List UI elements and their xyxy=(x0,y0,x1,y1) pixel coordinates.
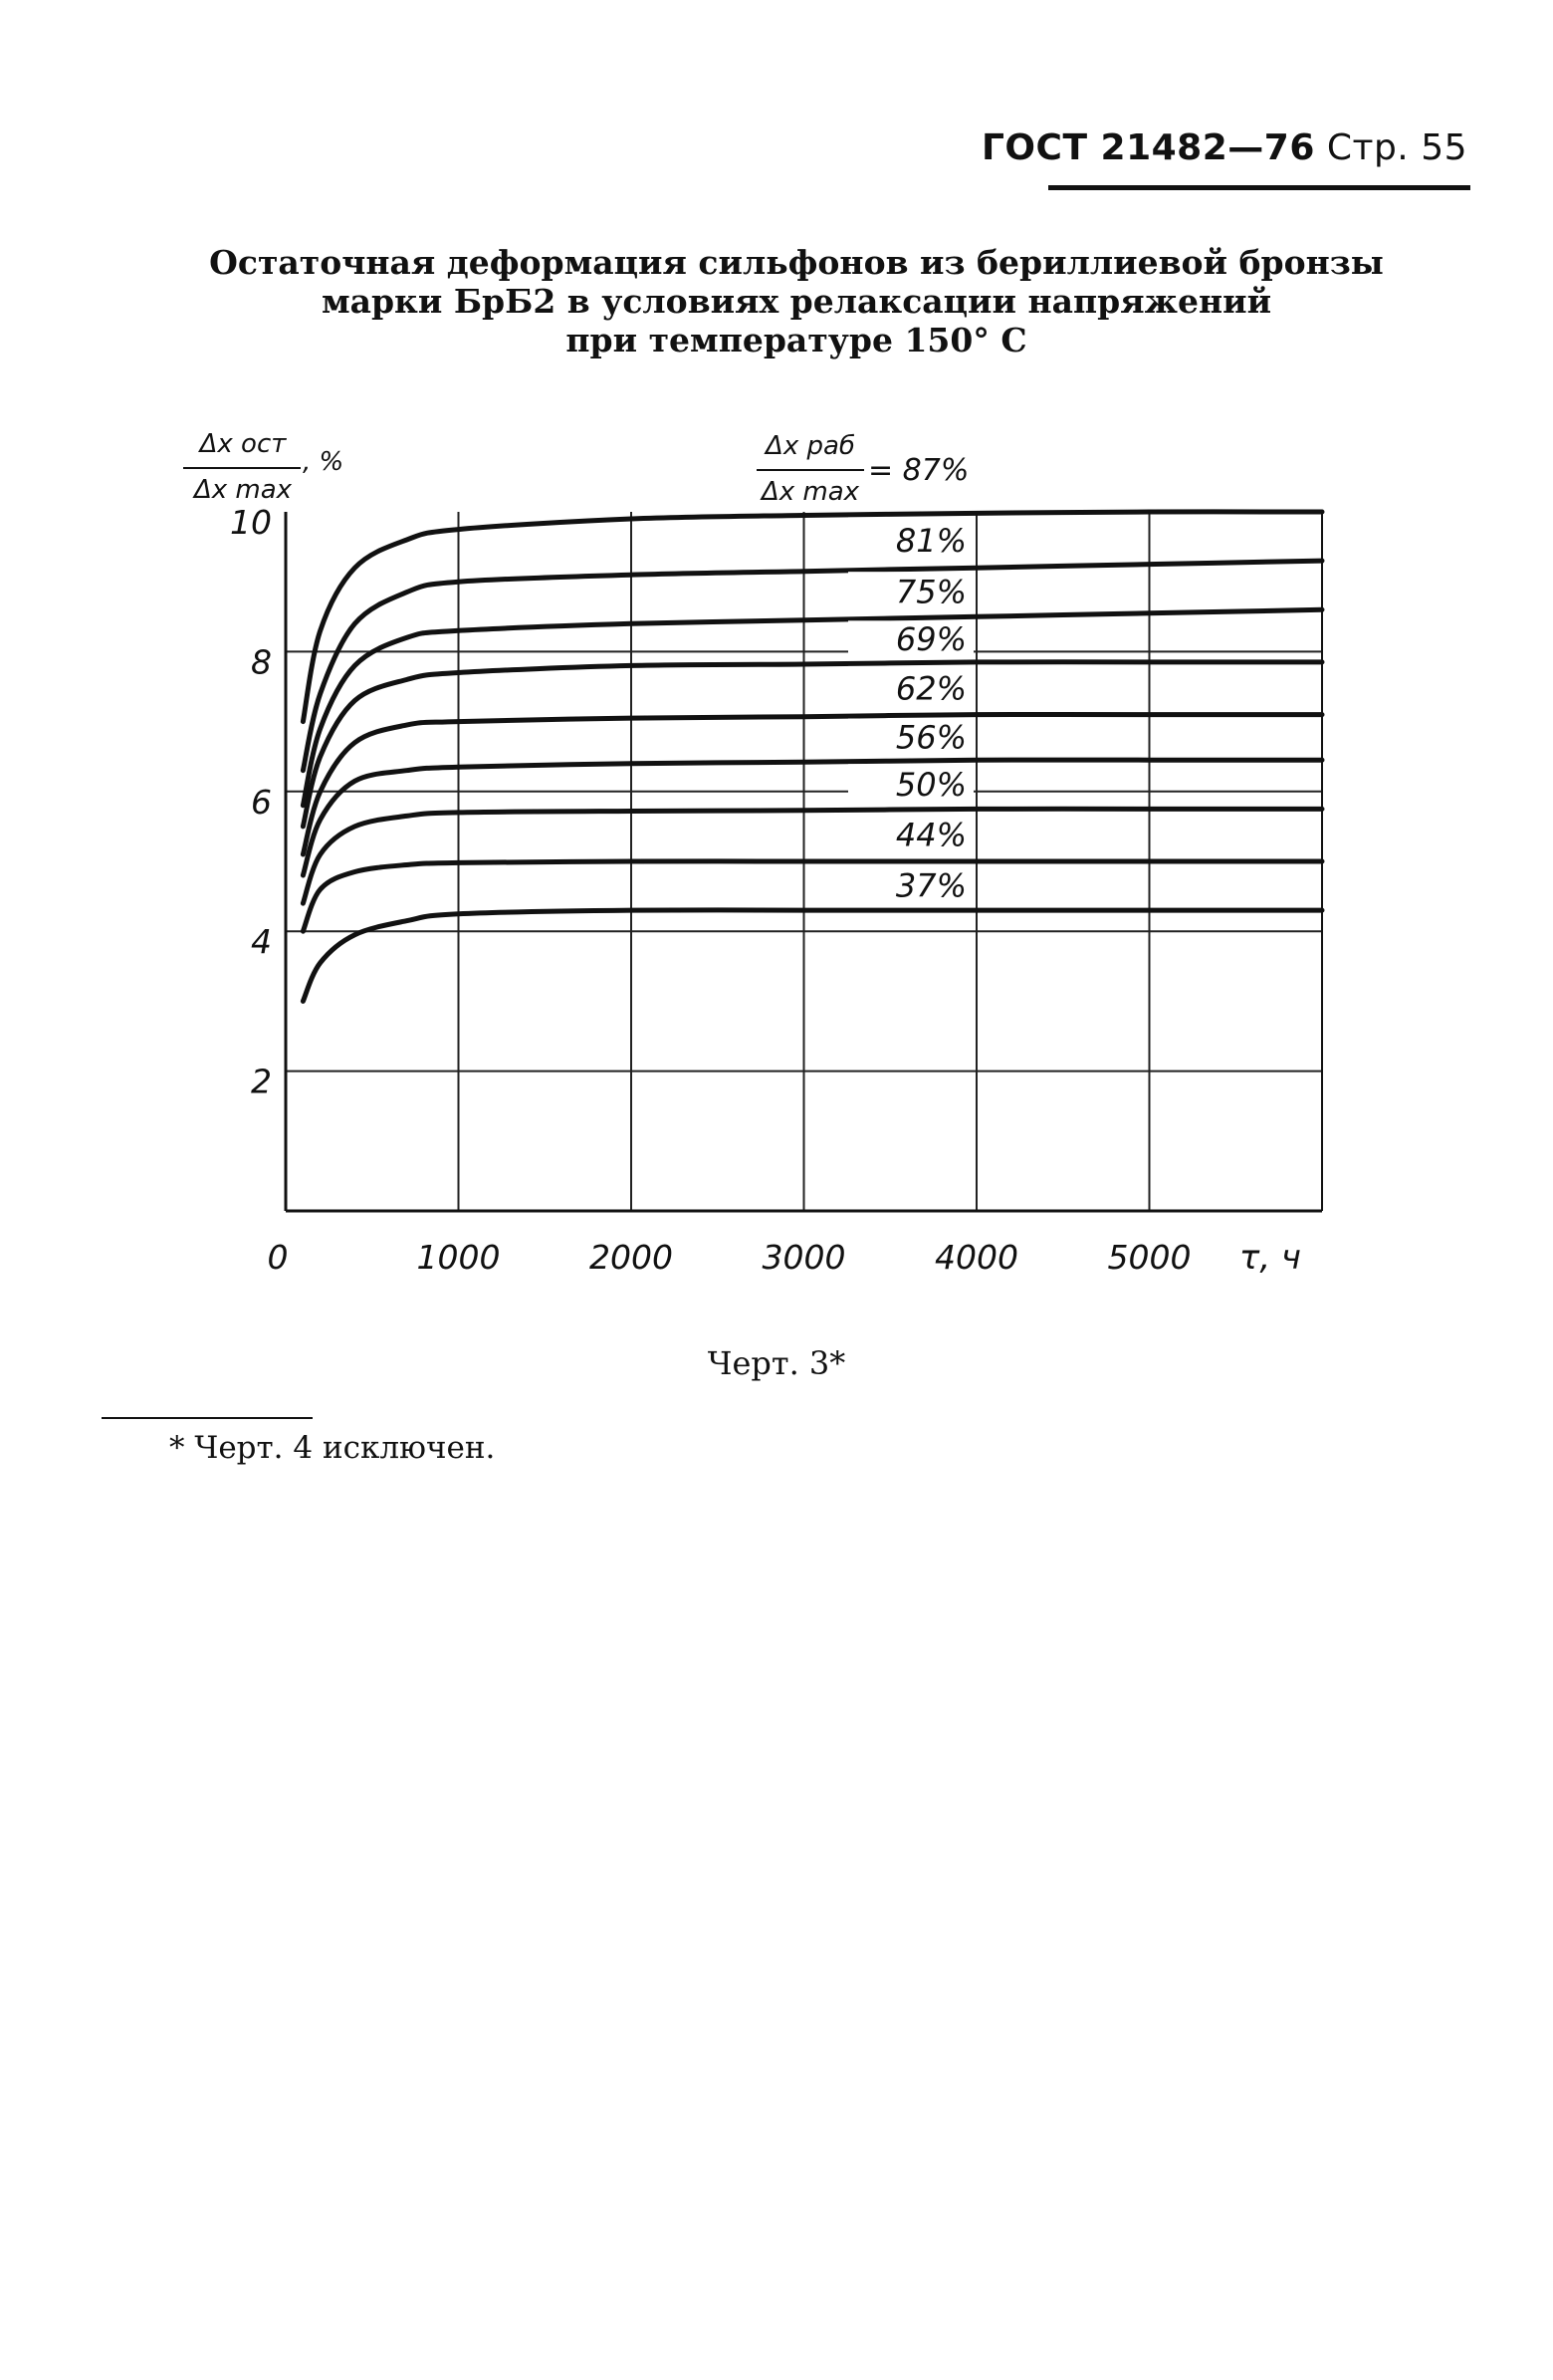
footnote-rule xyxy=(102,1417,313,1419)
series-line-3 xyxy=(303,662,1322,827)
chart-labels xyxy=(848,517,974,906)
series-line-0 xyxy=(303,512,1322,722)
series-line-8 xyxy=(303,910,1322,1002)
y-axis-title-numerator: Δx ост xyxy=(199,429,287,459)
y-axis-title-denominator: Δx max xyxy=(193,475,293,505)
title-line-1: Остаточная деформация сильфонов из бериллиевой бронзы xyxy=(209,243,1384,282)
curve-label-4: 56% xyxy=(895,718,967,757)
x-tick-label-4: 4000 xyxy=(935,1238,1018,1277)
x-tick-label-0: 0 xyxy=(267,1238,289,1277)
series-line-7 xyxy=(303,861,1322,931)
legend-numerator: Δx раб xyxy=(766,431,855,461)
figure-caption: Черт. 3* xyxy=(707,1344,846,1382)
x-tick-label-5: 5000 xyxy=(1107,1238,1192,1277)
y-tick-label-0: 2 xyxy=(251,1062,272,1101)
x-axis-title: τ, ч xyxy=(1238,1238,1302,1278)
curve-label-2: 69% xyxy=(895,620,967,659)
y-axis-title-unit: , % xyxy=(303,447,344,477)
y-tick-label-1: 4 xyxy=(251,922,272,962)
curve-label-0: 81% xyxy=(895,521,967,560)
legend-equals-value: = 87% xyxy=(868,453,970,488)
y-tick-label-4: 10 xyxy=(230,503,272,542)
y-tick-label-2: 6 xyxy=(251,782,272,822)
series-line-6 xyxy=(303,809,1322,903)
legend-denominator: Δx max xyxy=(761,477,860,507)
series-line-2 xyxy=(303,609,1322,806)
chart-curves xyxy=(303,512,1322,1001)
series-line-4 xyxy=(303,714,1322,854)
curve-label-5: 50% xyxy=(895,765,967,804)
curve-label-7: 37% xyxy=(895,866,967,905)
x-tick-label-1: 1000 xyxy=(416,1238,501,1277)
title-line-3: при температуре 150° С xyxy=(565,321,1027,359)
x-tick-label-2: 2000 xyxy=(589,1238,673,1277)
title-line-2: марки БрБ2 в условиях релаксации напряжений xyxy=(321,282,1272,321)
curve-label-3: 62% xyxy=(895,669,967,708)
curve-label-6: 44% xyxy=(895,816,967,854)
page-number: Стр. 55 xyxy=(1326,127,1467,168)
chart-axis-titles xyxy=(183,429,1301,1278)
standard-number: ГОСТ 21482—76 xyxy=(981,127,1315,168)
y-tick-label-3: 8 xyxy=(251,642,272,682)
x-tick-label-3: 3000 xyxy=(762,1238,846,1277)
chart-ticks xyxy=(230,503,1191,1277)
footnote: * Черт. 4 исключен. xyxy=(169,1430,496,1466)
series-line-5 xyxy=(303,760,1322,875)
curve-label-1: 75% xyxy=(895,573,967,611)
